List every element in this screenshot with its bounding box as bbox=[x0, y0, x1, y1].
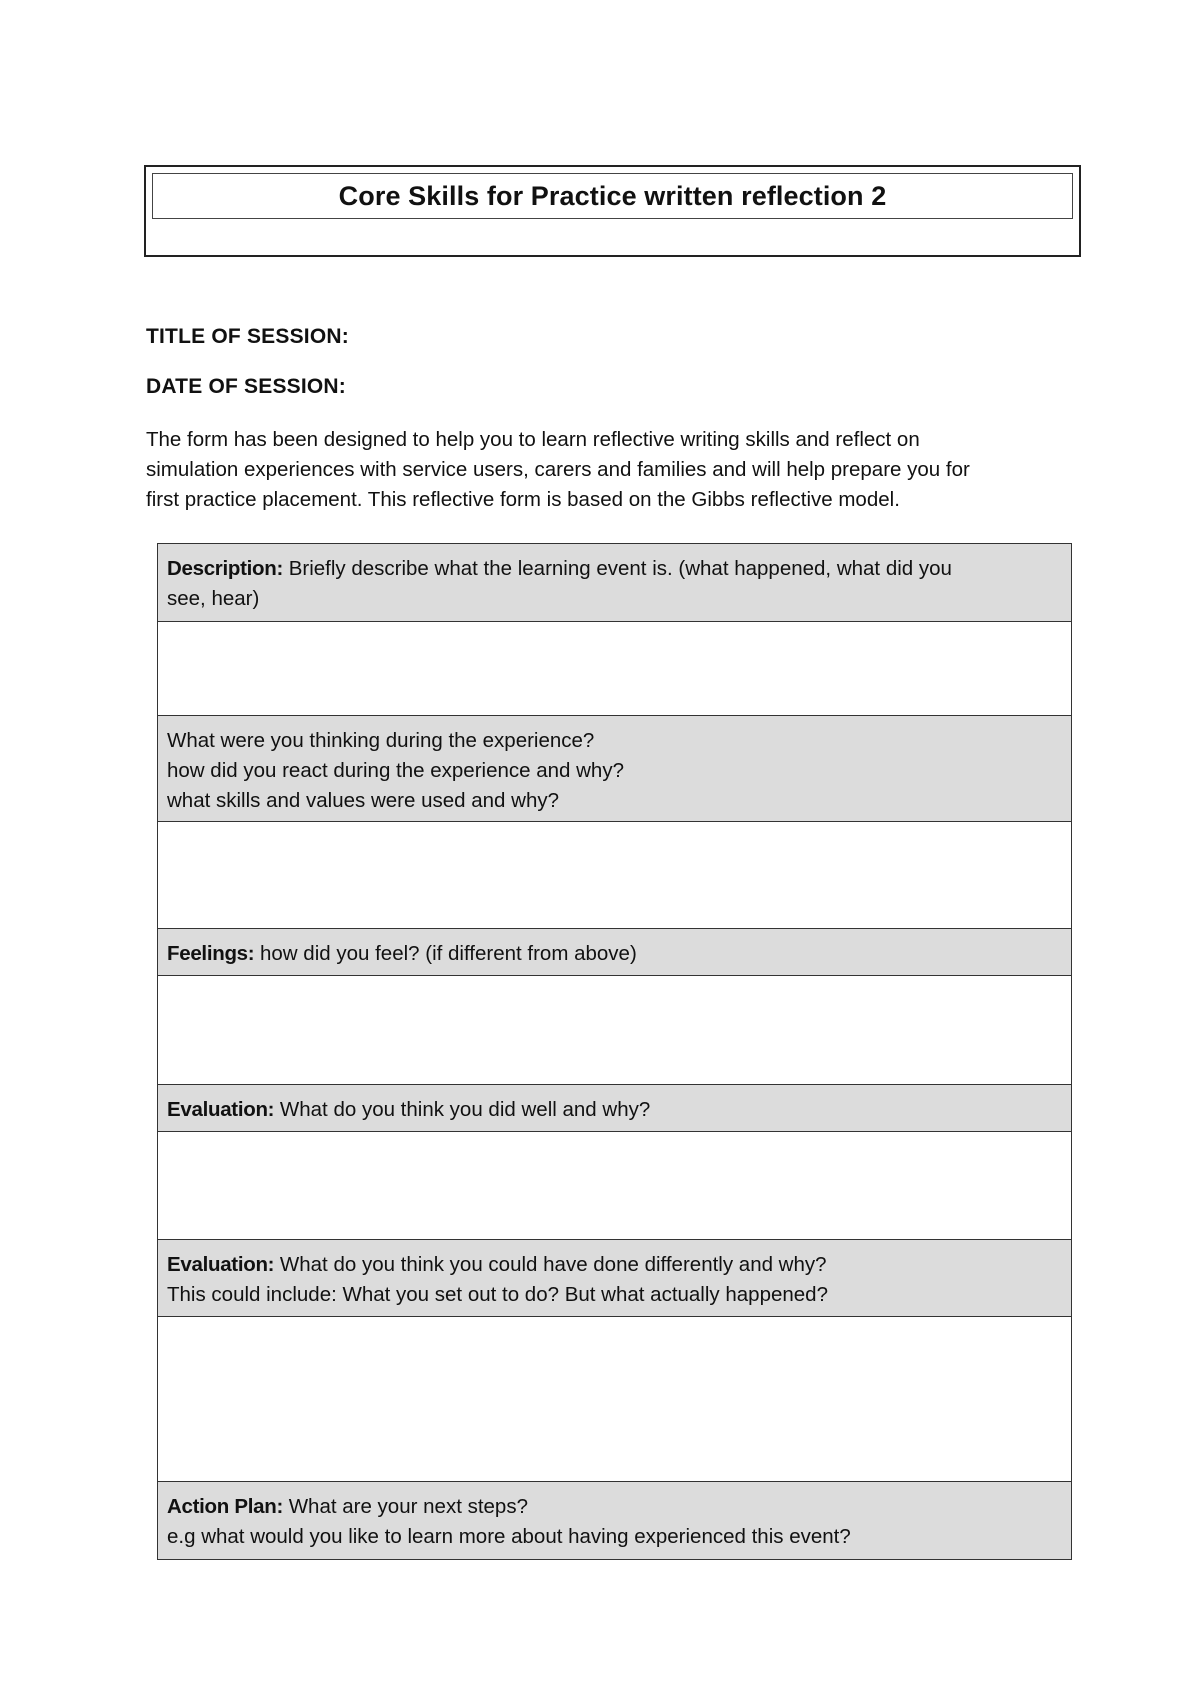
prompt-line: This could include: What you set out to do? But what actually happened? bbox=[167, 1283, 828, 1306]
prompt-text: Briefly describe what the learning event is. (what happened, what did you bbox=[283, 557, 952, 580]
prompt-line: what skills and values were used and why? bbox=[167, 789, 559, 812]
prompt-heading: Evaluation: bbox=[167, 1098, 275, 1121]
intro-line: The form has been designed to help you to learn reflective writing skills and reflect on bbox=[146, 428, 920, 451]
prompt-line bbox=[167, 554, 1061, 584]
feelings-answer-field[interactable] bbox=[158, 976, 1071, 1085]
prompt-line: see, hear) bbox=[167, 587, 260, 610]
title-box bbox=[144, 165, 1081, 257]
prompt-line bbox=[167, 1492, 1061, 1522]
evaluation-well-answer-field[interactable] bbox=[158, 1132, 1071, 1240]
description-answer-field[interactable] bbox=[158, 622, 1071, 716]
document-title: Core Skills for Practice written reflection 2 bbox=[152, 173, 1073, 219]
prompt-line: how did you react during the experience and why? bbox=[167, 759, 624, 782]
prompt-heading: Description: bbox=[167, 557, 283, 580]
prompt-line: e.g what would you like to learn more about having experienced this event? bbox=[167, 1525, 851, 1548]
prompt-text: What are your next steps? bbox=[283, 1495, 528, 1518]
prompt-line bbox=[167, 939, 1061, 969]
evaluation-differently-answer-field[interactable] bbox=[158, 1317, 1071, 1482]
evaluation-well-prompt bbox=[158, 1085, 1071, 1132]
prompt-line: What were you thinking during the experience? bbox=[167, 729, 595, 752]
description-prompt bbox=[158, 544, 1071, 622]
prompt-text: What do you think you did well and why? bbox=[274, 1098, 651, 1121]
prompt-text: how did you feel? (if different from above) bbox=[254, 942, 637, 965]
intro-line: first practice placement. This reflective form is based on the Gibbs reflective model. bbox=[146, 488, 900, 511]
prompt-line bbox=[167, 1250, 1061, 1280]
prompt-line bbox=[167, 1095, 1061, 1125]
reflection-form-table bbox=[157, 543, 1072, 1560]
title-of-session-label: TITLE OF SESSION: bbox=[146, 325, 349, 348]
action-plan-prompt bbox=[158, 1482, 1071, 1559]
intro-line: simulation experiences with service users, carers and families and will help prepare you for bbox=[146, 458, 970, 481]
prompt-heading: Feelings: bbox=[167, 942, 255, 965]
thinking-answer-field[interactable] bbox=[158, 822, 1071, 929]
feelings-prompt bbox=[158, 929, 1071, 976]
date-of-session-label: DATE OF SESSION: bbox=[146, 375, 346, 398]
evaluation-differently-prompt bbox=[158, 1240, 1071, 1317]
prompt-text: What do you think you could have done differently and why? bbox=[274, 1253, 827, 1276]
prompt-heading: Evaluation: bbox=[167, 1253, 275, 1276]
thinking-prompt bbox=[158, 716, 1071, 822]
prompt-heading: Action Plan: bbox=[167, 1495, 283, 1518]
intro-paragraph bbox=[146, 425, 1076, 515]
